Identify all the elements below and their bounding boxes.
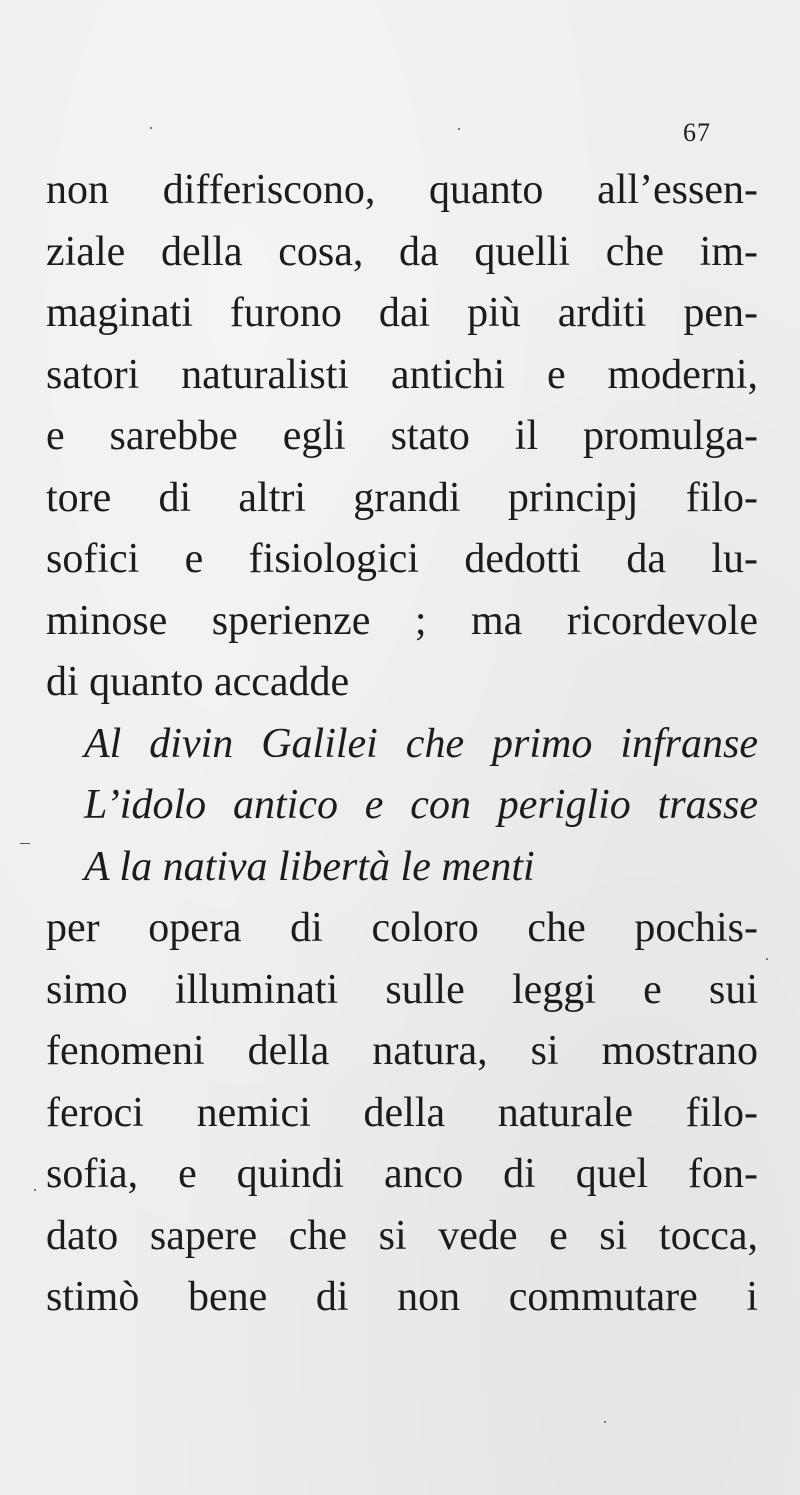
text-line: dato sapere che si vede e si tocca, — [46, 1212, 758, 1259]
text-line: tore di altri grandi principj filo- — [46, 474, 758, 521]
paper-speck — [766, 958, 768, 960]
text-line: per opera di coloro che pochis- — [46, 905, 758, 951]
text-line: e sarebbe egli stato il promulga- — [46, 413, 758, 459]
paper-speck — [20, 843, 30, 844]
text-line: maginati furono dai più arditi pen- — [46, 290, 758, 336]
text-line: minose sperienze ; ma ricordevole — [46, 597, 758, 644]
text-line: di quanto accadde — [46, 659, 350, 705]
verse-line: L’idolo antico e con periglio trasse — [84, 782, 758, 828]
paper-speck — [458, 128, 460, 130]
text-line: non differiscono, quanto all’essen- — [46, 167, 758, 213]
body-text — [46, 160, 758, 1329]
verse-line: A la nativa libertà le menti — [84, 843, 535, 890]
text-line: simo illuminati sulle leggi e sui — [46, 966, 758, 1013]
paper-speck — [604, 1421, 606, 1423]
text-line: satori naturalisti antichi e moderni, — [46, 351, 758, 398]
text-line: ziale della cosa, da quelli che im- — [46, 228, 758, 275]
paper-speck — [150, 127, 152, 129]
text-line: stimò bene di non commutare i — [46, 1274, 758, 1320]
text-line: fenomeni della natura, si mostrano — [46, 1028, 758, 1074]
page-number: 67 — [683, 118, 711, 147]
paper-speck — [34, 1189, 36, 1191]
text-line: sofici e fisiologici dedotti da lu- — [46, 536, 758, 582]
text-line: sofia, e quindi anco di quel fon- — [46, 1151, 758, 1197]
verse-line: Al divin Galilei che primo infranse — [84, 720, 758, 767]
text-line: feroci nemici della naturale filo- — [46, 1089, 758, 1136]
